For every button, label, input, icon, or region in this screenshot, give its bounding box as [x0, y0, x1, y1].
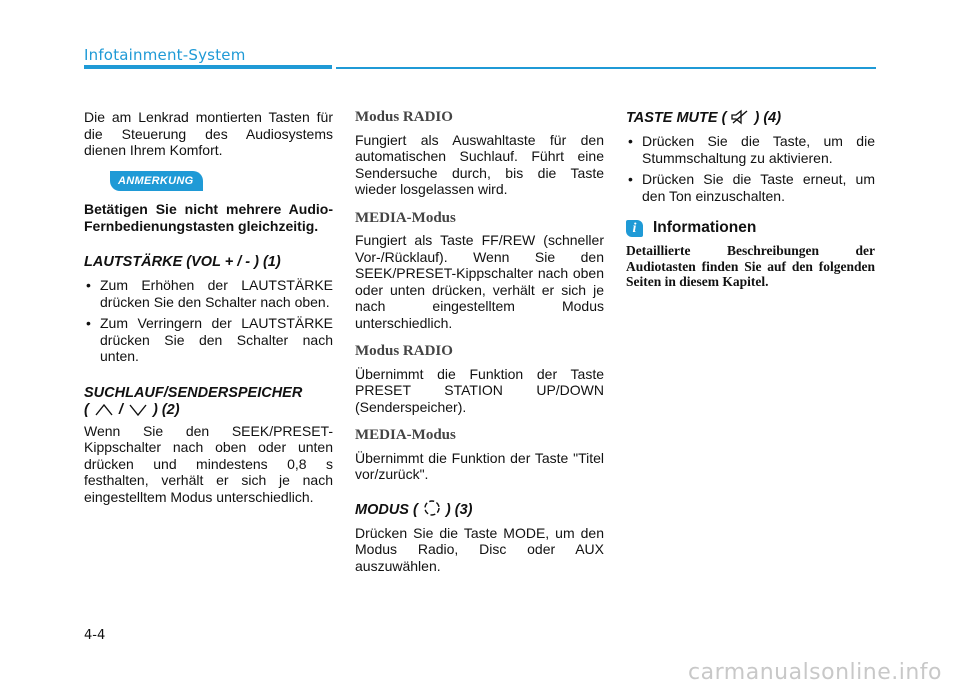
- media-mode-heading-2: MEDIA-Modus: [355, 427, 456, 443]
- info-header: [626, 220, 875, 237]
- seek-heading-line1: SUCHLAUF/SENDERSPEICHER: [84, 384, 303, 401]
- modus-heading-open: MODUS (: [355, 501, 418, 518]
- radio-mode-text: Fungiert als Auswahltaste für den automatischen Suchlauf. Führt eine Sendersuche durch, bis die Taste wieder losgelassen wird.: [355, 131, 604, 197]
- modus-heading-close: ) (3): [445, 501, 473, 518]
- header-rule-thick: [84, 65, 332, 69]
- radio-mode-heading: Modus RADIO: [355, 109, 453, 125]
- mute-list: [626, 133, 875, 204]
- seek-heading-close: ) (2): [153, 401, 180, 418]
- list-item: • Zum Verringern der LAUTSTÄRKE drücken Sie den Schalter nach unten.: [84, 315, 333, 365]
- intro-paragraph: Die am Lenkrad montierten Tasten für die Steuerung des Audiosystems dienen Ihrem Komfort.: [84, 109, 333, 158]
- media-mode-heading: MEDIA-Modus: [355, 209, 456, 226]
- seek-paragraph: Wenn Sie den SEEK/PRESET-Kippschalter nach oben oder unten drücken und mindestens 0,8 s festhalten, verhält er sich je nach eingestelltem Modus unterschiedlich.: [84, 422, 333, 505]
- list-item: • Drücken Sie die Taste, um die Stummschaltung zu aktivieren.: [626, 133, 875, 166]
- mute-icon: [730, 109, 750, 125]
- mute-heading: [626, 109, 875, 127]
- page-number: 4-4: [84, 628, 106, 643]
- seek-heading: [84, 385, 333, 419]
- list-item: • Zum Erhöhen der LAUTSTÄRKE drücken Sie den Schalter nach oben.: [84, 277, 333, 310]
- section-title: Infotainment-System: [84, 46, 246, 64]
- seek-heading-line2: [84, 402, 333, 419]
- info-title: Informationen: [653, 219, 757, 237]
- media-mode-text-2: Übernimmt die Funktion der Taste "Titel vor/zurück".: [355, 449, 604, 482]
- watermark: carmanualsonline.info: [688, 660, 942, 685]
- volume-list: [84, 277, 333, 365]
- modus-heading: [355, 499, 604, 519]
- volume-heading: LAUTSTÄRKE (VOL + / - ) (1): [84, 254, 281, 270]
- radio-mode-heading-2: Modus RADIO: [355, 343, 453, 359]
- media-mode-text: Fungiert als Taste FF/REW (schneller Vor-/Rücklauf). Wenn Sie den SEEK/PRESET-Kippschalter nach oben oder unten drücken, verhält er sich je nach eingestelltem Modus unterschiedlich.: [355, 232, 604, 331]
- seek-heading-open: (: [84, 401, 89, 418]
- info-text: Detaillierte Beschreibungen der Audiotasten finden Sie auf den folgenden Seiten in diesem Kapitel.: [626, 243, 875, 289]
- list-item: • Drücken Sie die Taste erneut, um den Ton einzuschalten.: [626, 171, 875, 204]
- note-badge: ANMERKUNG: [110, 171, 203, 192]
- mode-icon: [422, 499, 442, 517]
- radio-mode-text-2: Übernimmt die Funktion der Taste PRESET STATION UP/DOWN (Senderspeicher).: [355, 365, 604, 415]
- header-rule-thin: [336, 67, 876, 69]
- chevron-up-icon: [93, 403, 115, 417]
- note-text: Betätigen Sie nicht mehrere Audio- Fernbedienungstasten gleichzeitig.: [84, 201, 333, 234]
- column-2: [355, 109, 604, 574]
- mute-heading-close: ) (4): [754, 110, 782, 126]
- modus-paragraph: Drücken Sie die Taste MODE, um den Modus Radio, Disc oder AUX auszuwählen.: [355, 524, 604, 574]
- column-3: [626, 109, 875, 290]
- column-1: [84, 109, 333, 505]
- info-icon: i: [626, 220, 643, 237]
- chevron-down-icon: [127, 403, 149, 417]
- seek-heading-sep: /: [118, 401, 123, 418]
- mute-heading-open: TASTE MUTE (: [626, 110, 727, 126]
